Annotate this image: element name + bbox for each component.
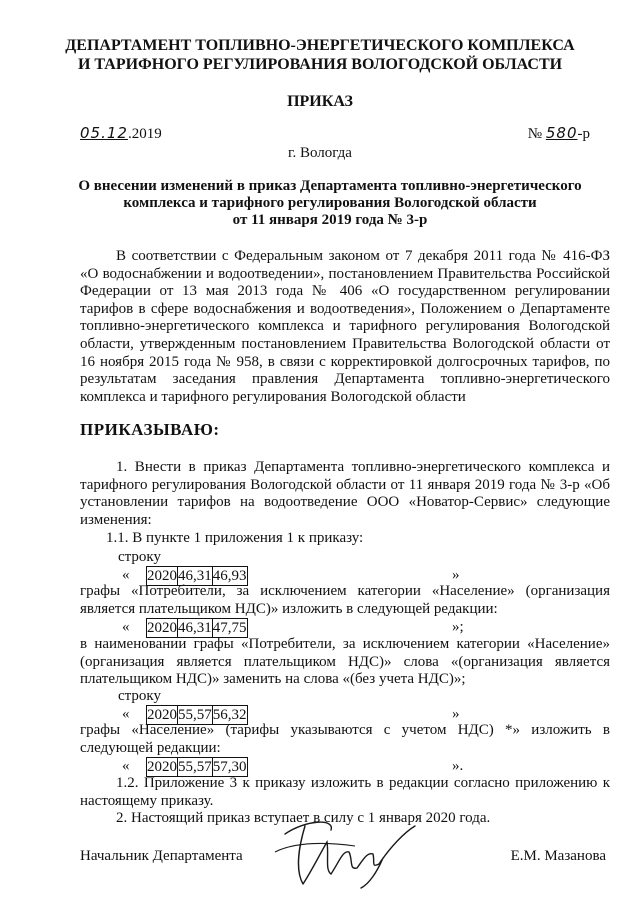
item-1-2-paragraph: 1.2. Приложение 3 к приказу изложить в редакции согласно приложению к настоящему приказу. bbox=[80, 775, 610, 809]
tariff-table-row-2 bbox=[146, 618, 248, 638]
city: г. Вологда bbox=[288, 145, 352, 161]
department-header bbox=[40, 36, 600, 74]
handwritten-number: 580 bbox=[545, 124, 578, 142]
order-subject bbox=[60, 178, 600, 229]
handwritten-date: 05.12 bbox=[80, 124, 128, 142]
text-graphs-consumers: графы «Потребители, за исключением категории «Население» (организация является плательщиком НДС)» изложить в следующей редакции: bbox=[80, 583, 610, 617]
subject-line-2: комплекса и тарифного регулирования Вологодской области bbox=[123, 195, 537, 211]
cell-year: 2020 bbox=[147, 706, 177, 723]
label-stroku: строку bbox=[118, 688, 161, 704]
date-year: .2019 bbox=[127, 126, 162, 142]
item-1-paragraph: 1. Внести в приказ Департамента топливно-энергетического комплекса и тарифного регулирования Вологодской области от 11 января 2019 года № 3-р «Об установлении тарифов на водоотведение ООО «Новатор-Сервис» следующие изменения: bbox=[80, 459, 610, 528]
handwritten-signature bbox=[265, 812, 435, 892]
open-quote: « bbox=[122, 706, 130, 722]
number-prefix: № bbox=[527, 126, 546, 142]
subject-line-3: от 11 января 2019 года № 3-р bbox=[232, 212, 428, 228]
cell-value-1: 55,57 bbox=[178, 706, 212, 723]
text-rename-graph: в наименовании графы «Потребители, за исключением категории «Население» (организация является плательщиком НДС)» слова «(организация является плательщиком НДС)» заменить на слова «(без учета НДС)»; bbox=[80, 636, 610, 688]
cell-value-2: 56,32 bbox=[212, 706, 247, 723]
department-line-1: ДЕПАРТАМЕНТ ТОПЛИВНО-ЭНЕРГЕТИЧЕСКОГО КОМПЛЕКСА bbox=[65, 37, 575, 54]
cell-year: 2020 bbox=[147, 758, 177, 775]
signer-position: Начальник Департамента bbox=[80, 848, 243, 864]
number-suffix: -р bbox=[577, 126, 590, 142]
close-quote: »; bbox=[452, 619, 464, 635]
cell-value-1: 46,31 bbox=[178, 567, 212, 584]
cell-value-1: 55,57 bbox=[178, 758, 212, 775]
subject-line-1: О внесении изменений в приказ Департамента топливно-энергетического bbox=[78, 178, 582, 194]
label-stroku: строку bbox=[118, 549, 161, 565]
cell-value-2: 47,75 bbox=[212, 619, 247, 636]
order-date bbox=[80, 124, 162, 143]
item-1-1-paragraph: 1.1. В пункте 1 приложения 1 к приказу: bbox=[106, 530, 364, 546]
signer-name: Е.М. Мазанова bbox=[510, 848, 606, 864]
open-quote: « bbox=[122, 619, 130, 635]
close-quote: » bbox=[452, 567, 460, 583]
cell-value-1: 46,31 bbox=[178, 619, 212, 636]
cell-value-2: 57,30 bbox=[212, 758, 247, 775]
open-quote: « bbox=[122, 567, 130, 583]
order-word: ПРИКАЗЫВАЮ: bbox=[80, 420, 220, 439]
order-number bbox=[528, 124, 590, 143]
open-quote: « bbox=[122, 758, 130, 774]
item-2-paragraph: 2. Настоящий приказ вступает в силу с 1 января 2020 года. bbox=[116, 810, 491, 826]
text-graph-population: графы «Население» (тарифы указываются с учетом НДС) *» изложить в следующей редакции: bbox=[80, 722, 610, 756]
cell-year: 2020 bbox=[147, 567, 177, 584]
cell-year: 2020 bbox=[147, 619, 177, 636]
document-type: ПРИКАЗ bbox=[287, 93, 353, 110]
tariff-table-row-4 bbox=[146, 757, 248, 777]
cell-value-2: 46,93 bbox=[212, 567, 247, 584]
close-quote: ». bbox=[452, 758, 464, 774]
close-quote: » bbox=[452, 706, 460, 722]
department-line-2: И ТАРИФНОГО РЕГУЛИРОВАНИЯ ВОЛОГОДСКОЙ ОБЛАСТИ bbox=[77, 56, 563, 73]
preamble-paragraph: В соответствии с Федеральным законом от 7 декабря 2011 года № 416-ФЗ «О водоснабжении и водоотведении», постановлением Правительства Российской Федерации от 13 мая 2013 года № 406 «О государственном регулировании тарифов в сфере водоснабжения и водоотведения», Положением о Департаменте топливно-энергетического комплекса и тарифного регулирования Вологодской области, утвержденным постановлением Правительства Вологодской области от 16 ноября 2015 года № 958, в связи с корректировкой долгосрочных тарифов, по результатам заседания правления Департамента топливно-энергетического комплекса и тарифного регулирования Вологодской области bbox=[80, 248, 610, 405]
